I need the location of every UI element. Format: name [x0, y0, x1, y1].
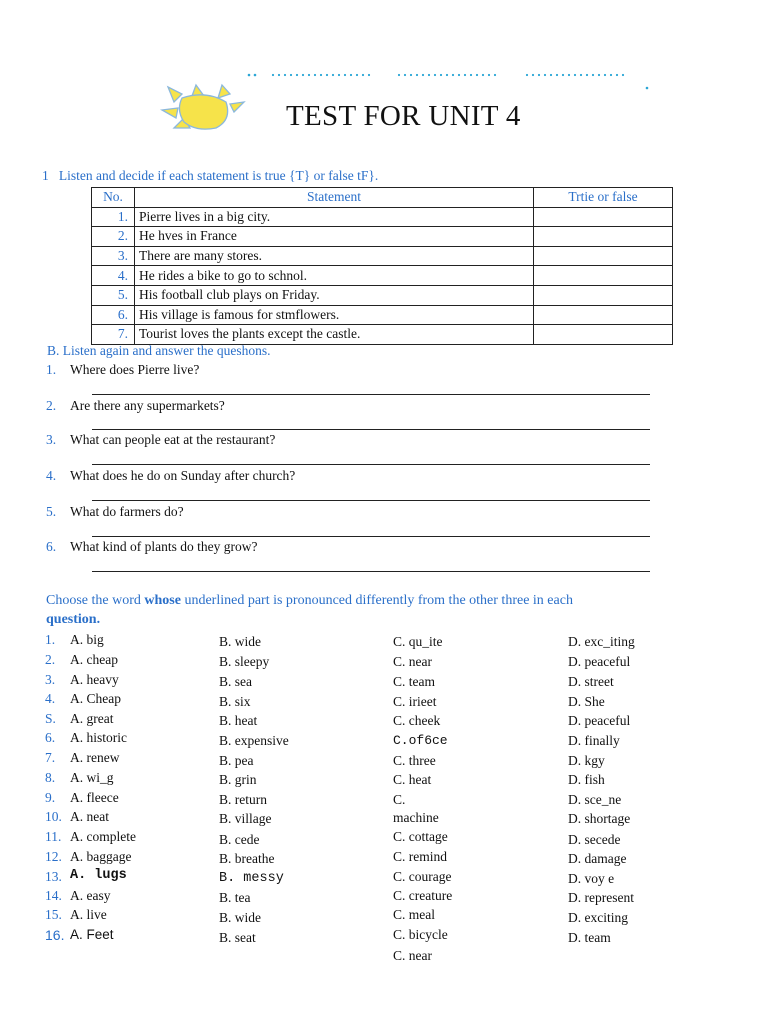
item-number: 9. — [45, 790, 56, 805]
option-a[interactable]: A. live — [70, 907, 107, 922]
option-b[interactable]: B. seat — [219, 930, 256, 945]
option-d[interactable]: D. voy e — [568, 871, 615, 886]
item-number: 10. — [45, 809, 62, 824]
option-d[interactable]: D. peaceful — [568, 654, 631, 669]
option-d[interactable]: D. exciting — [568, 910, 628, 925]
option-b[interactable]: B. six — [219, 694, 251, 709]
option-b[interactable]: B. cede — [219, 832, 260, 847]
item-number: 2. — [45, 652, 56, 667]
option-a[interactable]: A. complete — [70, 829, 136, 844]
instruction-start: Choose the word — [46, 593, 145, 608]
section-1-instruction-text: Listen and decide if each statement is true {T} or false tF}. — [58, 168, 379, 183]
true-false-answer-cell[interactable] — [534, 266, 673, 286]
option-d[interactable]: D. She — [568, 694, 605, 709]
row-number: 7. — [92, 325, 135, 345]
question-text: Are there any supermarkets? — [70, 398, 225, 413]
option-d[interactable]: D. fish — [568, 772, 605, 787]
option-c[interactable]: machine — [393, 810, 439, 825]
option-c[interactable]: C. — [393, 792, 406, 807]
item-number: 15. — [45, 907, 62, 922]
question-number: 6. — [46, 539, 57, 554]
option-c[interactable]: C. cheek — [393, 713, 441, 728]
page-title: TEST FOR UNIT 4 — [286, 100, 521, 132]
table-row — [92, 227, 673, 247]
option-b[interactable]: B. wide — [219, 910, 261, 925]
sun-icon — [160, 82, 250, 132]
option-c[interactable]: C. cottage — [393, 829, 448, 844]
option-a[interactable]: A. lugs — [70, 868, 127, 883]
column-header-no: No. — [92, 188, 135, 208]
question-text: What do farmers do? — [70, 504, 184, 519]
option-c[interactable]: C. heat — [393, 772, 432, 787]
instruction-bold: whose — [144, 593, 181, 608]
option-a[interactable]: A. neat — [70, 809, 109, 824]
table-row — [92, 325, 673, 345]
row-number: 6. — [92, 305, 135, 325]
column-header-statement: Statement — [135, 188, 534, 208]
item-number: 7. — [45, 750, 56, 765]
row-statement: He rides a bike to go to schnol. — [135, 266, 534, 286]
row-number: 4. — [92, 266, 135, 286]
option-a[interactable]: A. wi_g — [70, 770, 114, 785]
instruction-last: question. — [46, 612, 101, 627]
option-a[interactable]: A. big — [70, 632, 104, 647]
answer-line[interactable] — [92, 536, 650, 537]
instruction-end: underlined part is pronounced differently from the other three in each — [180, 593, 573, 608]
option-c[interactable]: C. near — [393, 654, 432, 669]
question-text: What kind of plants do they grow? — [70, 539, 258, 554]
true-false-answer-cell[interactable] — [534, 305, 673, 325]
option-d[interactable]: D. sce_ne — [568, 792, 622, 807]
section-b-instruction: B. Listen again and answer the queshons. — [47, 343, 271, 358]
question-number: 2. — [46, 398, 57, 413]
option-c[interactable]: C.of6ce — [393, 733, 448, 748]
option-b[interactable]: B. sleepy — [219, 654, 270, 669]
dotted-decoration — [247, 64, 649, 90]
option-a[interactable]: A. Cheap — [70, 691, 121, 706]
answer-line[interactable] — [92, 500, 650, 501]
true-false-answer-cell[interactable] — [534, 207, 673, 227]
item-number: 6. — [45, 730, 56, 745]
question-text: What can people eat at the restaurant? — [70, 432, 276, 447]
true-false-answer-cell[interactable] — [534, 285, 673, 305]
row-statement: Tourist loves the plants except the castle. — [135, 325, 534, 345]
option-a[interactable]: A. cheap — [70, 652, 118, 667]
row-number: 3. — [92, 246, 135, 266]
table-row — [92, 207, 673, 227]
option-a[interactable]: A. fleece — [70, 790, 119, 805]
option-d[interactable]: D. exc_iting — [568, 634, 635, 649]
item-number: S. — [45, 711, 56, 726]
table-header-row — [92, 188, 673, 208]
true-false-answer-cell[interactable] — [534, 246, 673, 266]
option-d[interactable]: D. peaceful — [568, 713, 631, 728]
row-number: 2. — [92, 227, 135, 247]
row-statement: He hves in France — [135, 227, 534, 247]
option-d[interactable]: D. kgy — [568, 753, 605, 768]
true-false-table — [91, 187, 673, 345]
option-d[interactable]: D. street — [568, 674, 614, 689]
option-d[interactable]: D. secede — [568, 832, 621, 847]
answer-line[interactable] — [92, 464, 650, 465]
item-number: 3. — [45, 672, 56, 687]
option-d[interactable]: D. shortage — [568, 811, 631, 826]
item-number: 14. — [45, 888, 62, 903]
option-d[interactable]: D. represent — [568, 890, 634, 905]
table-row — [92, 305, 673, 325]
option-c[interactable]: C. creature — [393, 888, 453, 903]
pronunciation-instruction — [46, 591, 736, 629]
item-number: 12. — [45, 849, 62, 864]
option-b[interactable]: B. tea — [219, 890, 251, 905]
section-number: 1 — [42, 168, 49, 183]
option-a[interactable]: A. heavy — [70, 672, 119, 687]
question-number: 1. — [46, 362, 57, 377]
option-d[interactable]: D. team — [568, 930, 611, 945]
row-statement: Pierre lives in a big city. — [135, 207, 534, 227]
question-number: 4. — [46, 468, 57, 483]
option-a[interactable]: A. baggage — [70, 849, 132, 864]
item-number: 13. — [45, 869, 62, 884]
option-c[interactable]: C. team — [393, 674, 435, 689]
item-number: 11. — [45, 829, 62, 844]
option-c[interactable]: C. remind — [393, 849, 447, 864]
table-row — [92, 246, 673, 266]
option-d[interactable]: D. finally — [568, 733, 620, 748]
answer-line[interactable] — [92, 394, 650, 395]
item-number: 1. — [45, 632, 56, 647]
option-b[interactable]: B. sea — [219, 674, 252, 689]
item-number: 8. — [45, 770, 56, 785]
item-number: 4. — [45, 691, 56, 706]
option-a[interactable]: A. great — [70, 711, 114, 726]
option-a[interactable]: A. easy — [70, 888, 111, 903]
table-row — [92, 285, 673, 305]
table-row — [92, 266, 673, 286]
option-c[interactable]: C. courage — [393, 869, 452, 884]
true-false-answer-cell[interactable] — [534, 227, 673, 247]
section-1-instruction — [42, 168, 378, 184]
option-b[interactable]: B. wide — [219, 634, 261, 649]
option-a[interactable]: A. historic — [70, 730, 127, 745]
question-number: 3. — [46, 432, 57, 447]
extra-option-c[interactable]: C. near — [393, 948, 432, 963]
option-a[interactable]: A. renew — [70, 750, 120, 765]
column-header-true-false: Trtie or false — [534, 188, 673, 208]
answer-line[interactable] — [92, 429, 650, 430]
option-b[interactable]: B. village — [219, 811, 272, 826]
row-statement: His football club plays on Friday. — [135, 285, 534, 305]
option-b[interactable]: B. breathe — [219, 851, 275, 866]
option-c[interactable]: C. meal — [393, 907, 435, 922]
option-c[interactable]: C. irieet — [393, 694, 437, 709]
option-b[interactable]: B. grin — [219, 772, 257, 787]
row-number: 1. — [92, 207, 135, 227]
question-text: What does he do on Sunday after church? — [70, 468, 296, 483]
item-number: 16. — [45, 927, 65, 943]
option-b[interactable]: B. return — [219, 792, 267, 807]
option-b[interactable]: B. pea — [219, 753, 254, 768]
option-b[interactable]: B. expensive — [219, 733, 289, 748]
row-statement: His village is famous for stmflowers. — [135, 305, 534, 325]
option-a[interactable]: A. Feet — [70, 927, 114, 942]
option-c[interactable]: C. qu_ite — [393, 634, 443, 649]
answer-line[interactable] — [92, 571, 650, 572]
option-c[interactable]: C. three — [393, 753, 436, 768]
true-false-answer-cell[interactable] — [534, 325, 673, 345]
question-text: Where does Pierre live? — [70, 362, 200, 377]
question-number: 5. — [46, 504, 57, 519]
option-b[interactable]: B. messy — [219, 871, 284, 886]
row-statement: There are many stores. — [135, 246, 534, 266]
option-c[interactable]: C. bicycle — [393, 927, 448, 942]
option-b[interactable]: B. heat — [219, 713, 258, 728]
option-d[interactable]: D. damage — [568, 851, 627, 866]
row-number: 5. — [92, 285, 135, 305]
